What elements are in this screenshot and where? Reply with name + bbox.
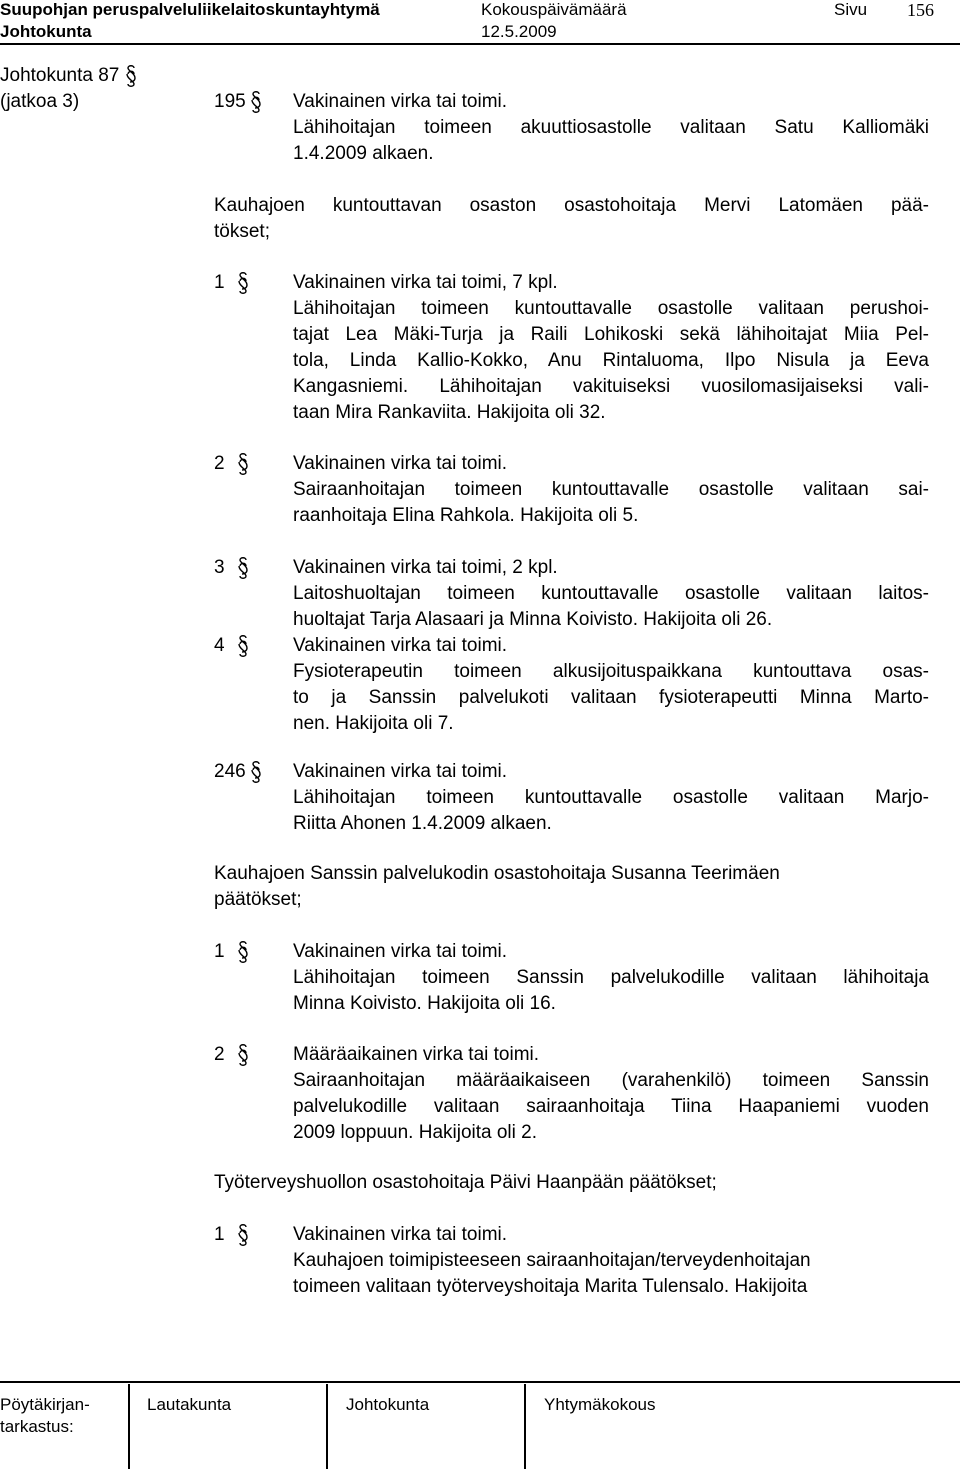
date-value: 12.5.2009 [481, 22, 557, 41]
body-name: Johtokunta [0, 22, 92, 41]
text-line: raanhoitaja Elina Rahkola. Hakijoita oli 5. [293, 505, 639, 526]
section-sign-icon [237, 633, 250, 659]
page-label: Sivu [834, 0, 868, 19]
item-title: Vakinainen virka tai toimi. [293, 761, 508, 782]
item-title: Vakinainen virka tai toimi. [293, 1224, 508, 1245]
item-number-text: 246 [214, 761, 246, 782]
footer-divider [524, 1384, 526, 1469]
footer-rule [0, 1381, 960, 1383]
section-number: 195 [214, 91, 246, 112]
margin-section-title [0, 63, 138, 89]
text-line: päätökset; [214, 889, 302, 910]
section-195-content [293, 89, 929, 167]
section-sign-icon [237, 555, 250, 581]
kauhajoki-heading [214, 193, 929, 245]
header-rule [0, 43, 960, 45]
sanssi-heading [214, 861, 894, 913]
text-line: Laitoshuoltajan toimeen kuntouttavalle osastolle valitaan laitos- [293, 583, 929, 604]
margin-line-1: Johtokunta 87 [0, 65, 120, 86]
item-number [214, 1222, 250, 1248]
text-line: 1.4.2009 alkaen. [293, 143, 434, 164]
item-number-text: 1 [214, 941, 225, 962]
text-line: palvelukodille valitaan sairaanhoitaja Tiina Haapaniemi vuoden [293, 1096, 929, 1117]
section-sign-icon [125, 63, 138, 89]
footer-divider [128, 1384, 130, 1469]
check-label-line-2: tarkastus: [0, 1417, 74, 1436]
item-number [214, 451, 250, 477]
section-195-number [214, 89, 263, 115]
text-line: Lähihoitajan toimeen akuuttiosastolle valitaan Satu Kalliomäki [293, 117, 929, 138]
section-sign-icon [237, 451, 250, 477]
text-line: tökset; [214, 221, 270, 242]
section-sign-icon [237, 270, 250, 296]
section-sign-icon [237, 1222, 250, 1248]
item-number-text: 3 [214, 557, 225, 578]
text-line: Kauhajoen kuntouttavan osaston osastohoitaja Mervi Latomäen pää- [214, 195, 929, 216]
item-number [214, 633, 250, 659]
text-line: Lähihoitajan toimeen Sanssin palvelukodille valitaan lähihoitaja [293, 967, 929, 988]
item-title: Vakinainen virka tai toimi, 7 kpl. [293, 272, 558, 293]
text-line: Lähihoitajan toimeen kuntouttavalle osastolle valitaan Marjo- [293, 787, 929, 808]
text-line: Fysioterapeutin toimeen alkusijoituspaikkana kuntouttava osas- [293, 661, 929, 682]
k-item-2-content [293, 451, 929, 529]
text-line: Kauhajoen toimipisteeseen sairaanhoitajan/terveydenhoitajan [293, 1250, 811, 1271]
occupational-heading [214, 1170, 929, 1196]
k-item-1-content [293, 270, 929, 426]
text-line: Työterveyshuollon osastohoitaja Päivi Haanpään päätökset; [214, 1172, 717, 1193]
k-item-3-content [293, 555, 929, 633]
item-number-text: 2 [214, 1044, 225, 1065]
section-title: Vakinainen virka tai toimi. [293, 91, 508, 112]
item-number [214, 1042, 250, 1068]
item-number [214, 555, 250, 581]
item-number-text: 2 [214, 453, 225, 474]
text-line: toimeen valitaan työterveyshoitaja Marita Tulensalo. Hakijoita [293, 1276, 808, 1297]
text-line: Lähihoitajan toimeen kuntouttavalle osastolle valitaan perushoi- [293, 298, 929, 319]
text-line: tola, Linda Kallio-Kokko, Anu Rintaluoma, Ilpo Nisula ja Eeva [293, 350, 929, 371]
item-title: Vakinainen virka tai toimi. [293, 635, 508, 656]
section-sign-icon [237, 939, 250, 965]
footer-col-johtokunta: Johtokunta [346, 1395, 430, 1414]
item-title: Vakinainen virka tai toimi. [293, 941, 508, 962]
text-line: Riitta Ahonen 1.4.2009 alkaen. [293, 813, 552, 834]
item-number-text: 1 [214, 1224, 225, 1245]
item-title: Vakinainen virka tai toimi. [293, 453, 508, 474]
item-title: Vakinainen virka tai toimi, 2 kpl. [293, 557, 558, 578]
item-number [214, 759, 263, 785]
text-line: Sairaanhoitajan määräaikaiseen (varahenkilö) toimeen Sanssin [293, 1070, 929, 1091]
s-item-2-content [293, 1042, 929, 1146]
k-item-4-content [293, 633, 929, 737]
page-number: 156 [907, 0, 934, 20]
footer-col-yhtymakokous: Yhtymäkokous [544, 1395, 656, 1414]
text-line: Kauhajoen Sanssin palvelukodin osastohoitaja Susanna Teerimäen [214, 863, 780, 884]
footer-col-lautakunta: Lautakunta [147, 1395, 232, 1414]
item-number-text: 1 [214, 272, 225, 293]
text-line: taan Mira Rankaviita. Hakijoita oli 32. [293, 402, 606, 423]
o-item-1-content [293, 1222, 903, 1300]
text-line: 2009 loppuun. Hakijoita oli 2. [293, 1122, 538, 1143]
date-label: Kokouspäivämäärä [481, 0, 627, 19]
k-item-246-content [293, 759, 929, 837]
text-line: huoltajat Tarja Alasaari ja Minna Koivisto. Hakijoita oli 26. [293, 609, 773, 630]
text-line: tajat Lea Mäki-Turja ja Raili Lohikoski sekä lähihoitajat Miia Pel- [293, 324, 929, 345]
section-sign-icon [237, 1042, 250, 1068]
item-number [214, 270, 250, 296]
item-number [214, 939, 250, 965]
section-sign-icon [250, 89, 263, 115]
section-sign-icon [250, 759, 263, 785]
text-line: Kangasniemi. Lähihoitajan vakituiseksi vuosilomasijaiseksi vali- [293, 376, 929, 397]
item-title: Määräaikainen virka tai toimi. [293, 1044, 540, 1065]
item-number-text: 4 [214, 635, 225, 656]
text-line: to ja Sanssin palvelukoti valitaan fysioterapeutti Minna Marto- [293, 687, 929, 708]
margin-line-2: (jatkoa 3) [0, 91, 80, 112]
footer-divider [326, 1384, 328, 1469]
text-line: Sairaanhoitajan toimeen kuntouttavalle osastolle valitaan sai- [293, 479, 929, 500]
check-label-line-1: Pöytäkirjan- [0, 1395, 90, 1414]
text-line: nen. Hakijoita oli 7. [293, 713, 454, 734]
text-line: Minna Koivisto. Hakijoita oli 16. [293, 993, 556, 1014]
s-item-1-content [293, 939, 929, 1017]
organization-name: Suupohjan peruspalveluliikelaitoskuntayhtymä [0, 0, 380, 19]
